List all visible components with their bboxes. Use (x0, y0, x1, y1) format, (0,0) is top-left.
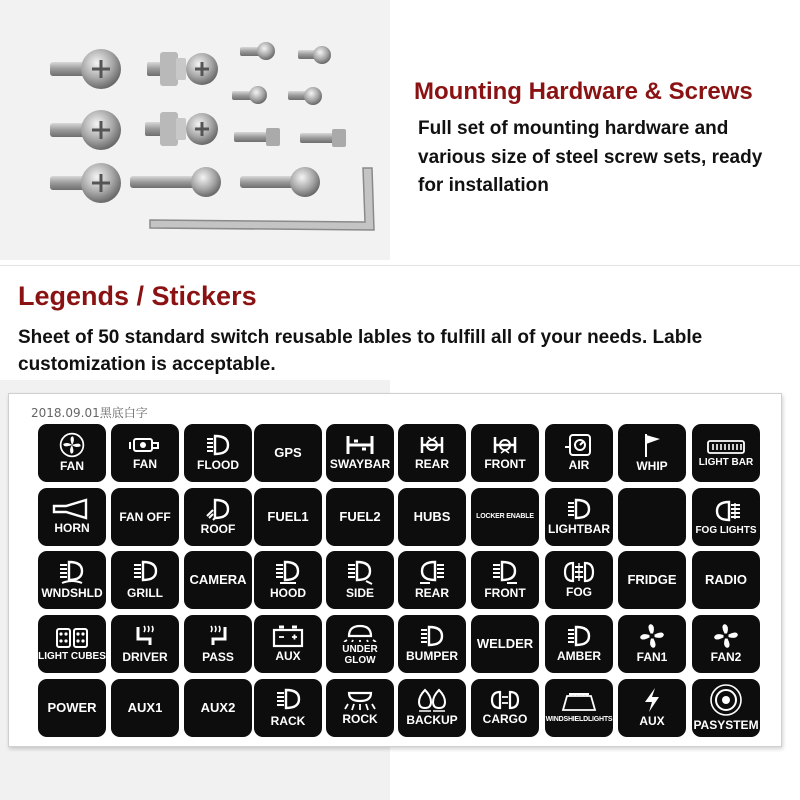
sticker-label: POWER (47, 699, 97, 715)
sticker-side (326, 551, 394, 609)
sticker-rear (398, 551, 466, 609)
rack-light-icon (275, 687, 301, 713)
front-light-icon (491, 559, 519, 585)
sticker-horn (38, 488, 106, 546)
fan-blade-icon (638, 623, 666, 649)
sticker-label: DRIVER (122, 650, 168, 665)
sticker-wndshld (38, 551, 106, 609)
light-bar-icon (706, 439, 746, 455)
sticker-camera (184, 551, 252, 609)
roof-light-icon (206, 497, 230, 521)
engine-fan-icon (129, 434, 161, 456)
legends-title: Legends / Stickers (18, 281, 257, 311)
sticker-label: ROCK (342, 712, 378, 727)
sticker-grill (111, 551, 179, 609)
sticker-label: LIGHT BAR (698, 456, 754, 468)
sticker-label: FRONT (484, 457, 526, 472)
rear-light-icon (418, 559, 446, 585)
horn-icon (52, 498, 92, 520)
sticker-label: AUX2 (200, 699, 236, 715)
sticker-aux (254, 615, 322, 673)
sticker-lightbar (545, 488, 613, 546)
sticker-front (471, 551, 539, 609)
sticker-hood (254, 551, 322, 609)
sticker-label: RADIO (705, 571, 747, 587)
sticker-fuel1 (254, 488, 322, 546)
fog-lights-icon (711, 499, 741, 523)
sticker-label: BACKUP (406, 713, 458, 728)
sticker-label: FUEL2 (339, 508, 381, 524)
side-light-icon (346, 559, 374, 585)
sticker-label: LIGHT CUBES (38, 650, 106, 662)
battery-icon (271, 624, 305, 648)
sticker-label: FOG (566, 585, 592, 600)
screws-illustration (0, 0, 390, 260)
sticker-pasystem (692, 679, 760, 737)
sticker-label: PASYSTEM (693, 718, 759, 733)
sticker-fan1 (618, 615, 686, 673)
sticker-gps (254, 424, 322, 482)
sticker-fog-lights (692, 488, 760, 546)
sticker-bumper (398, 615, 466, 673)
lightning-icon (642, 687, 662, 713)
sticker-whip (618, 424, 686, 482)
sticker-label: CAMERA (189, 571, 247, 587)
sticker-label: WINDSHIELDLIGHTS (545, 716, 613, 724)
sticker-front (471, 424, 539, 482)
hardware-photo (0, 0, 390, 260)
sticker-fan-off (111, 488, 179, 546)
sticker-label: REAR (414, 457, 449, 472)
sticker-label: FUEL1 (267, 508, 309, 524)
sticker-light-cubes (38, 615, 106, 673)
sticker-fan2 (692, 615, 760, 673)
sticker-label: AUX (639, 714, 665, 729)
sticker-aux2 (184, 679, 252, 737)
sticker-label: FAN2 (710, 650, 742, 665)
air-compressor-icon (564, 433, 594, 457)
sticker-label: FLOOD (197, 458, 239, 473)
fan-blade-icon (712, 623, 740, 649)
sticker-label: AUX1 (127, 699, 163, 715)
rock-light-icon (343, 689, 377, 711)
under-glow-icon (343, 622, 377, 642)
sticker-label: SIDE (345, 586, 374, 601)
flood-light-icon (205, 433, 231, 457)
sticker-roof (184, 488, 252, 546)
sticker-rear (398, 424, 466, 482)
sticker-fuel2 (326, 488, 394, 546)
sticker-hubs (398, 488, 466, 546)
fog-icon (563, 560, 595, 584)
sticker-fan (111, 424, 179, 482)
sticker-label: WELDER (476, 635, 534, 651)
sticker-blank (618, 488, 686, 546)
sticker-label: ROOF (200, 522, 236, 537)
sticker-driver (111, 615, 179, 673)
sticker-label: REAR (414, 586, 449, 601)
section-divider (0, 265, 800, 266)
sticker-swaybar (326, 424, 394, 482)
sticker-label: GRILL (127, 586, 163, 601)
front-axle-icon (489, 434, 521, 456)
windshield-light-icon (58, 559, 86, 585)
sticker-label: GPS (274, 444, 302, 460)
sticker-power (38, 679, 106, 737)
sticker-label: CARGO (482, 712, 528, 727)
sticker-label: HOOD (270, 586, 306, 601)
sticker-rack (254, 679, 322, 737)
sticker-label: LIGHTBAR (548, 522, 610, 537)
sticker-windshieldlights (545, 679, 613, 737)
sticker-pass (184, 615, 252, 673)
sticker-radio (692, 551, 760, 609)
whip-flag-icon (640, 432, 664, 458)
sticker-backup (398, 679, 466, 737)
cargo-light-icon (488, 689, 522, 711)
sticker-label: RACK (270, 714, 306, 729)
sticker-label: FAN1 (636, 650, 668, 665)
sticker-label: WNDSHLD (41, 586, 103, 601)
swaybar-icon (345, 434, 375, 456)
backup-light-icon (416, 688, 448, 712)
sticker-label: AUX (275, 649, 301, 664)
passenger-seat-heat-icon (203, 623, 233, 649)
hardware-description: Full set of mounting hardware and various size of steel screw sets, ready for installation (418, 118, 763, 196)
sticker-label: UNDER GLOW (342, 644, 378, 666)
sticker-aux1 (111, 679, 179, 737)
lightbar-beam-icon (566, 497, 592, 521)
sticker-amber (545, 615, 613, 673)
fan-round-icon (59, 432, 85, 458)
sticker-label: BUMPER (405, 649, 458, 664)
bumper-light-icon (419, 624, 445, 648)
sticker-cargo (471, 679, 539, 737)
sticker-aux (618, 679, 686, 737)
hood-light-icon (274, 559, 302, 585)
sticker-label: FAN (60, 459, 84, 474)
sticker-label: LOCKER ENABLE (476, 513, 534, 521)
sticker-label: SWAYBAR (329, 457, 391, 472)
sticker-label: FAN OFF (119, 509, 171, 524)
sticker-fridge (618, 551, 686, 609)
sticker-label: FAN (133, 457, 157, 472)
hardware-title: Mounting Hardware & Screws (414, 78, 753, 105)
sticker-flood (184, 424, 252, 482)
sticker-label: FOG LIGHTS (695, 524, 757, 536)
rear-axle-icon (416, 434, 448, 456)
sticker-sheet (8, 393, 782, 747)
driver-seat-heat-icon (130, 623, 160, 649)
sticker-label: AMBER (557, 649, 601, 664)
sticker-label: AIR (568, 458, 590, 473)
sticker-label: PASS (202, 650, 234, 665)
light-cubes-icon (55, 627, 89, 649)
sticker-welder (471, 615, 539, 673)
sticker-rock (326, 679, 394, 737)
sticker-locker-enable (471, 488, 539, 546)
sticker-label: FRIDGE (627, 571, 677, 587)
pa-system-icon (709, 683, 743, 717)
grill-light-icon (132, 559, 158, 585)
legends-description: Sheet of 50 standard switch reusable lables to fulfill all of your needs. Lable customization is acceptable. (18, 327, 703, 375)
sticker-under-glow (326, 615, 394, 673)
sticker-light-bar (692, 424, 760, 482)
sticker-label: FRONT (484, 586, 526, 601)
amber-light-icon (566, 624, 592, 648)
windshield-lights-icon (557, 692, 601, 714)
sticker-fan (38, 424, 106, 482)
sheet-code: 2018.09.01黑底白字 (31, 406, 148, 420)
sticker-fog (545, 551, 613, 609)
sticker-label: WHIP (636, 459, 668, 474)
sticker-air (545, 424, 613, 482)
sticker-label: HORN (54, 521, 90, 536)
sticker-label: HUBS (413, 508, 451, 524)
